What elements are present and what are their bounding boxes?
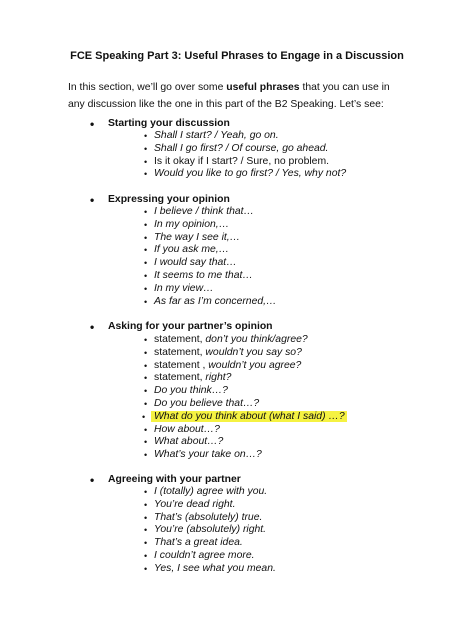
list-item (154, 270, 276, 283)
list-item (154, 499, 276, 512)
phrase-plain-text: statement, (154, 372, 206, 384)
phrase-italic-text: You’re dead right. (154, 498, 236, 510)
phrase-italic-text: What do you think about (what I said) …? (154, 410, 345, 422)
phrase-italic-text: As far as I’m concerned,… (154, 295, 277, 307)
phrase-plain-text: statement, (154, 334, 206, 345)
intro-paragraph (68, 79, 408, 113)
section-heading-agreeing: • Agreeing with your partner (108, 474, 241, 485)
phrase-italic-text: Would you like to go first? / Yes, why not? (154, 168, 347, 180)
list-item (154, 537, 276, 550)
list-item (154, 424, 347, 437)
list-item (154, 206, 276, 219)
phrase-plain-text: statement, (154, 346, 206, 358)
highlighted-phrase (151, 411, 347, 422)
page-title: FCE Speaking Part 3: Useful Phrases to Engage in a Discussion (70, 50, 404, 62)
list-item (154, 512, 276, 525)
list-item (154, 296, 276, 309)
list-item (154, 156, 346, 169)
list-item (154, 524, 276, 537)
list-item (154, 347, 347, 360)
phrase-italic-text: wouldn’t you say so? (205, 346, 302, 358)
phrase-italic-text: wouldn’t you agree? (208, 359, 302, 371)
phrase-italic-text: In my view… (154, 282, 214, 294)
list-item (154, 283, 276, 296)
section-list-opinion (154, 206, 276, 308)
intro-text-end: that you can use in any discussion like the one in this part of the B2 Speaking. Let’s see: (68, 82, 390, 110)
intro-bold-text: useful phrases (226, 82, 300, 93)
list-item (154, 232, 276, 245)
phrase-italic-text: Shall I go first? / Of course, go ahead. (154, 142, 329, 154)
phrase-italic-text: That’s (absolutely) true. (154, 511, 263, 523)
list-item (154, 486, 276, 499)
list-item (154, 436, 347, 449)
list-item (154, 219, 276, 232)
list-item (154, 398, 347, 411)
phrase-italic-text: I would say that… (154, 257, 237, 269)
phrase-italic-text: How about…? (154, 423, 220, 435)
phrase-italic-text: You’re (absolutely) right. (154, 524, 267, 536)
phrase-italic-text: Yes, I see what you mean. (154, 562, 276, 574)
phrase-italic-text: What about…? (154, 436, 224, 448)
phrase-italic-text: Do you believe that…? (154, 397, 260, 409)
section-heading-starting: • Starting your discussion (108, 118, 230, 129)
list-item (154, 411, 347, 424)
phrase-plain-text: statement , (154, 359, 209, 371)
list-item (154, 563, 276, 576)
section-heading-opinion: • Expressing your opinion (108, 194, 230, 205)
list-item (154, 360, 347, 373)
list-item (154, 385, 347, 398)
section-list-asking (154, 334, 347, 462)
section-heading-asking: • Asking for your partner’s opinion (108, 321, 273, 332)
phrase-italic-text: What’s your take on…? (154, 449, 262, 461)
list-item (154, 257, 276, 270)
list-item (154, 244, 276, 257)
list-item (154, 130, 346, 143)
list-item (154, 168, 346, 181)
list-item (154, 449, 347, 462)
phrase-plain-text: Is it okay if I start? / Sure, no problem. (154, 155, 329, 167)
phrase-italic-text: It seems to me that… (154, 269, 253, 281)
intro-text-start: In this section, we’ll go over some (68, 82, 227, 93)
phrase-italic-text: If you ask me,… (154, 244, 230, 256)
phrase-italic-text: I believe / think that… (154, 206, 254, 217)
phrase-italic-text: That’s a great idea. (154, 537, 243, 549)
list-item (154, 372, 347, 385)
list-item (154, 143, 346, 156)
list-item (154, 550, 276, 563)
phrase-italic-text: right? (205, 372, 232, 384)
section-list-agreeing (154, 486, 276, 576)
phrase-italic-text: don’t you think/agree? (205, 334, 308, 345)
phrase-italic-text: Do you think…? (154, 385, 228, 397)
phrase-italic-text: I couldn’t agree more. (154, 549, 255, 561)
phrase-italic-text: I (totally) agree with you. (154, 486, 268, 497)
phrase-italic-text: Shall I start? / Yeah, go on. (154, 130, 279, 141)
section-list-starting (154, 130, 346, 181)
phrase-italic-text: The way I see it,… (154, 231, 241, 243)
phrase-italic-text: In my opinion,… (154, 218, 230, 230)
list-item (154, 334, 347, 347)
